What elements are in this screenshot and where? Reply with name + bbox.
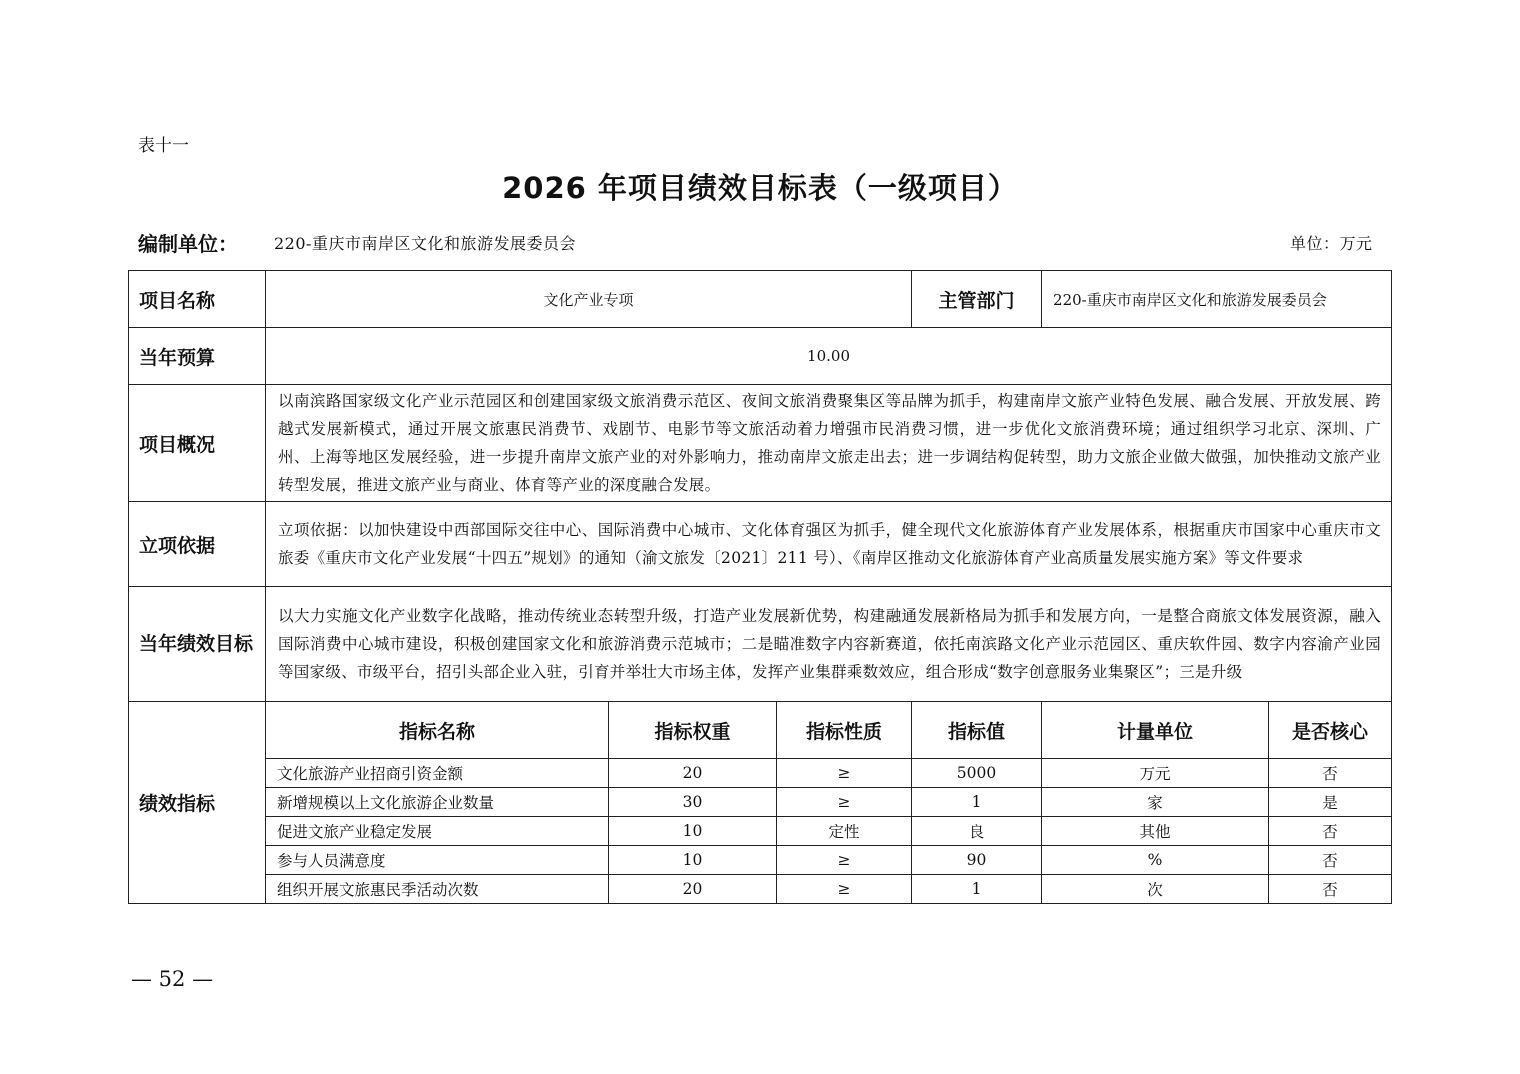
indicator-value: 90 xyxy=(912,846,1042,875)
overview-label: 项目概况 xyxy=(129,385,266,502)
indicator-value: 1 xyxy=(912,788,1042,817)
budget-value: 10.00 xyxy=(266,328,1392,385)
indicator-weight: 10 xyxy=(609,846,777,875)
indicator-weight-header: 指标权重 xyxy=(609,702,777,759)
table-row xyxy=(129,817,1392,846)
indicator-nature: 定性 xyxy=(777,817,912,846)
table-row xyxy=(129,875,1392,904)
indicator-name: 促进文旅产业稳定发展 xyxy=(266,817,609,846)
performance-table xyxy=(128,270,1392,904)
indicators-label: 绩效指标 xyxy=(129,702,266,904)
indicator-nature: ≥ xyxy=(777,846,912,875)
indicator-name: 新增规模以上文化旅游企业数量 xyxy=(266,788,609,817)
indicator-header-row xyxy=(129,702,1392,759)
project-name-value: 文化产业专项 xyxy=(266,271,912,328)
indicator-core: 否 xyxy=(1269,759,1392,788)
project-name-row xyxy=(129,271,1392,328)
basis-label: 立项依据 xyxy=(129,502,266,587)
table-row xyxy=(129,788,1392,817)
page-title: 2026 年项目绩效目标表（一级项目） xyxy=(502,171,1018,205)
indicator-core: 否 xyxy=(1269,846,1392,875)
page-number: — 52 — xyxy=(131,967,214,991)
indicator-core: 否 xyxy=(1269,875,1392,904)
goal-row xyxy=(129,587,1392,702)
indicator-unit: 万元 xyxy=(1042,759,1269,788)
indicator-unit: % xyxy=(1042,846,1269,875)
basis-value: 立项依据：以加快建设中西部国际交往中心、国际消费中心城市、文化体育强区为抓手，健全现代文化旅游体育产业发展体系，根据重庆市国家中心重庆市文旅委《重庆市文化产业发展“十四五”规划》的通知（渝文旅发〔2021〕211 号）、《南岸区推动文化旅游体育产业高质量发展实施方案》等文件要求 xyxy=(266,502,1392,587)
dept-label: 主管部门 xyxy=(912,271,1042,328)
indicator-core-header: 是否核心 xyxy=(1269,702,1392,759)
indicator-weight: 20 xyxy=(609,875,777,904)
indicator-name: 参与人员满意度 xyxy=(266,846,609,875)
org-value: 220-重庆市南岸区文化和旅游发展委员会 xyxy=(274,234,576,253)
goal-label: 当年绩效目标 xyxy=(129,587,266,702)
indicator-core: 否 xyxy=(1269,817,1392,846)
budget-label: 当年预算 xyxy=(129,328,266,385)
indicator-core: 是 xyxy=(1269,788,1392,817)
indicator-nature: ≥ xyxy=(777,875,912,904)
goal-value: 以大力实施文化产业数字化战略，推动传统业态转型升级，打造产业发展新优势，构建融通发展新格局为抓手和发展方向，一是整合商旅文体发展资源，融入国际消费中心城市建设，积极创建国家文化和旅游消费示范城市；二是瞄准数字内容新赛道，依托南滨路文化产业示范园区、重庆软件园、数字内容渝产业园等国家级、市级平台，招引头部企业入驻，引育并举壮大市场主体，发挥产业集群乘数效应，组合形成“数字创意服务业集聚区”；三是升级 xyxy=(266,587,1392,702)
indicator-unit: 次 xyxy=(1042,875,1269,904)
indicator-nature-header: 指标性质 xyxy=(777,702,912,759)
overview-row xyxy=(129,385,1392,502)
table-label: 表十一 xyxy=(138,136,189,156)
indicator-name-header: 指标名称 xyxy=(266,702,609,759)
indicator-weight: 20 xyxy=(609,759,777,788)
indicator-value: 5000 xyxy=(912,759,1042,788)
overview-value: 以南滨路国家级文化产业示范园区和创建国家级文旅消费示范区、夜间文旅消费聚集区等品牌为抓手，构建南岸文旅产业特色发展、融合发展、开放发展、跨越式发展新模式，通过开展文旅惠民消费节、戏剧节、电影节等文旅活动着力增强市民消费习惯，进一步优化文旅消费环境；通过组织学习北京、深圳、广州、上海等地区发展经验，进一步提升南岸文旅产业的对外影响力，推动南岸文旅走出去；进一步调结构促转型，助力文旅企业做大做强，加快推动文旅产业转型发展，推进文旅产业与商业、体育等产业的深度融合发展。 xyxy=(266,385,1392,502)
indicator-unit: 家 xyxy=(1042,788,1269,817)
indicator-nature: ≥ xyxy=(777,759,912,788)
indicator-nature: ≥ xyxy=(777,788,912,817)
indicator-weight: 30 xyxy=(609,788,777,817)
indicator-unit: 其他 xyxy=(1042,817,1269,846)
org-label: 编制单位： xyxy=(138,232,238,256)
table-row xyxy=(129,846,1392,875)
unit-label: 单位：万元 xyxy=(1290,234,1373,253)
indicator-value: 1 xyxy=(912,875,1042,904)
table-row xyxy=(129,759,1392,788)
indicator-name: 文化旅游产业招商引资金额 xyxy=(266,759,609,788)
indicator-value-header: 指标值 xyxy=(912,702,1042,759)
dept-value: 220-重庆市南岸区文化和旅游发展委员会 xyxy=(1042,271,1392,328)
indicator-unit-header: 计量单位 xyxy=(1042,702,1269,759)
indicator-weight: 10 xyxy=(609,817,777,846)
project-name-label: 项目名称 xyxy=(129,271,266,328)
indicator-value: 良 xyxy=(912,817,1042,846)
budget-row xyxy=(129,328,1392,385)
indicator-name: 组织开展文旅惠民季活动次数 xyxy=(266,875,609,904)
basis-row xyxy=(129,502,1392,587)
